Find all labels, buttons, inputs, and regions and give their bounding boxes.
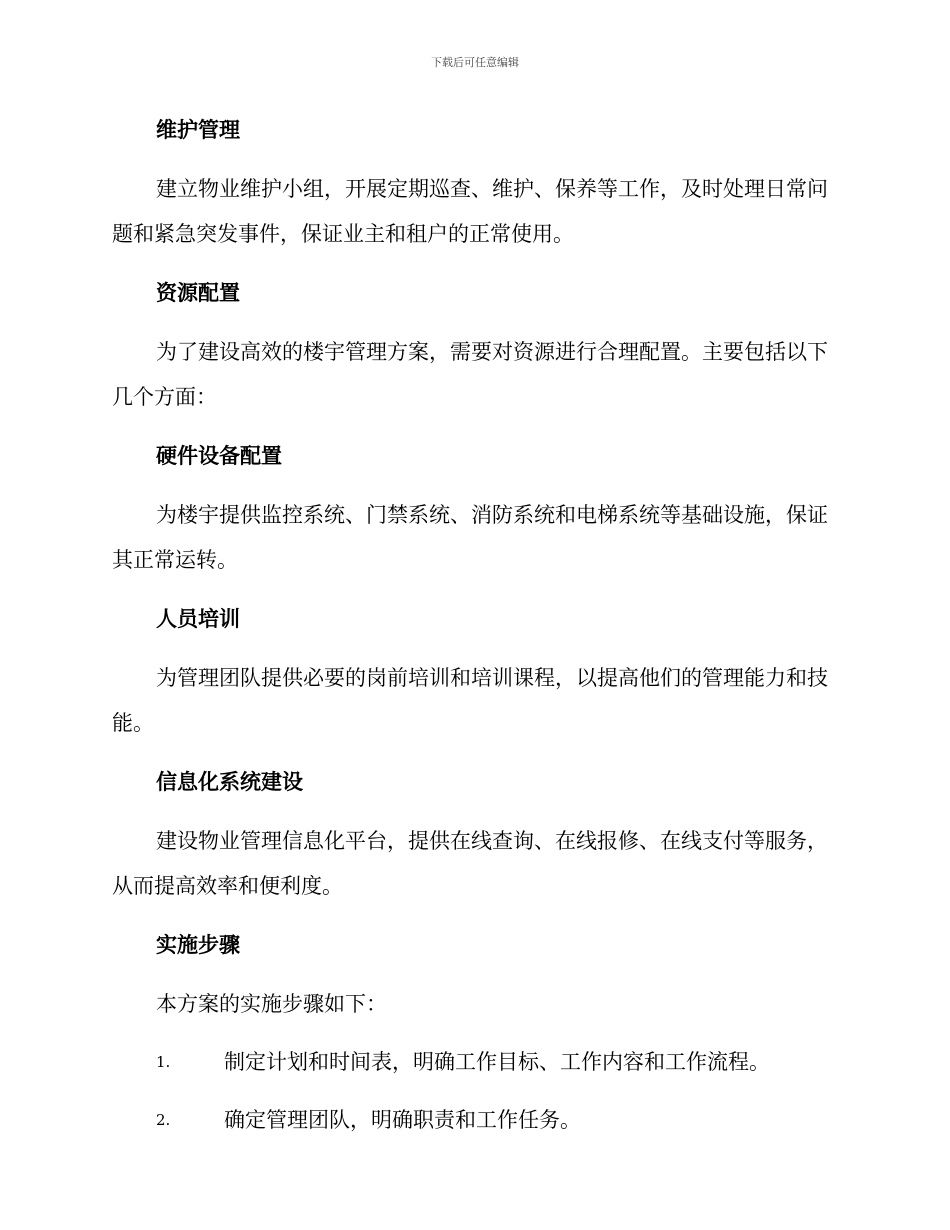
list-item-number: 1. <box>156 1053 171 1071</box>
section-body-resources: 为了建设高效的楼宇管理方案，需要对资源进行合理配置。主要包括以下几个方面： <box>112 340 828 409</box>
document-body <box>112 108 832 1156</box>
section-body-maintenance: 建立物业维护小组，开展定期巡查、维护、保养等工作，及时处理日常问题和紧急突发事件，保证业主和租户的正常使用。 <box>112 177 828 246</box>
section-heading-steps: 实施步骤 <box>156 933 240 957</box>
list-item <box>112 1040 832 1084</box>
section-heading-training: 人员培训 <box>156 607 240 631</box>
section-heading-resources: 资源配置 <box>156 281 240 305</box>
section-body-steps: 本方案的实施步骤如下： <box>156 992 387 1016</box>
list-item-number: 2. <box>156 1111 171 1129</box>
section-body-hardware: 为楼宇提供监控系统、门禁系统、消防系统和电梯系统等基础设施，保证其正常运转。 <box>112 503 828 572</box>
list-item-text: 确定管理团队，明确职责和工作任务。 <box>224 1108 581 1132</box>
list-item-text: 制定计划和时间表，明确工作目标、工作内容和工作流程。 <box>224 1050 770 1074</box>
section-body-it-system: 建设物业管理信息化平台，提供在线查询、在线报修、在线支付等服务，从而提高效率和便利度。 <box>112 829 828 898</box>
list-item <box>112 1098 832 1142</box>
section-heading-it-system: 信息化系统建设 <box>156 770 303 794</box>
section-heading-hardware: 硬件设备配置 <box>156 444 282 468</box>
header-note: 下载后可任意编辑 <box>431 56 519 69</box>
section-body-training: 为管理团队提供必要的岗前培训和培训课程，以提高他们的管理能力和技能。 <box>112 666 828 735</box>
section-heading-maintenance: 维护管理 <box>156 118 240 142</box>
